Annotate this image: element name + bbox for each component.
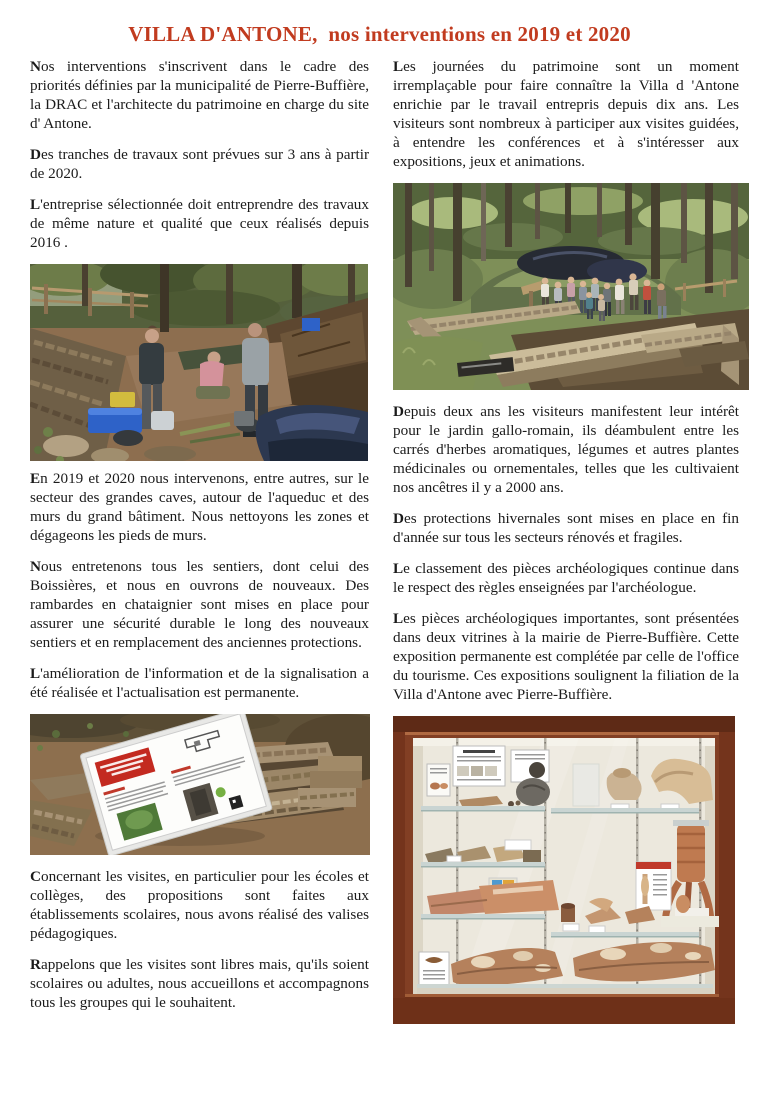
paragraph-lead-capital: D: [393, 403, 404, 420]
excavation-photo-illustration: [30, 264, 368, 461]
paragraph: Nos interventions s'inscrivent dans le cadre des priorités définies par la municipalité de Pierre-Buffière, la DRAC et l'architecte du patrimoine en charge du site d' Antone.: [30, 58, 369, 132]
paragraph: Les pièces archéologiques importantes, sont présentées dans deux vitrines à la mairie de Pierre-Buffière. Cette exposition permanente est complétée par celle de l'office du tourisme. Ces expositions soulignent la filiation de la Villa d'Antone avec Pierre-Buffière.: [393, 610, 739, 703]
paragraph-lead-capital: D: [30, 146, 41, 163]
left-text-block-2: [30, 469, 369, 702]
paragraph: L'amélioration de l'information et de la signalisation a été réalisée et l'actualisation est permanente.: [30, 665, 369, 701]
paragraph: Le classement des pièces archéologiques continue dans le respect des règles enseignées par l'archéologue.: [393, 560, 739, 596]
photo-ruins-sign-figure: [30, 714, 369, 855]
document-page: [0, 22, 759, 1102]
ruins-sign-photo-illustration: [30, 714, 370, 855]
display-case-photo-illustration: [393, 716, 735, 1024]
left-column: [30, 57, 369, 1024]
two-column-layout: [0, 57, 759, 1024]
left-text-block-1: [30, 57, 369, 252]
paragraph: Concernant les visites, en particulier pour les écoles et collèges, des propositions sont faites aux établissements scolaires, nous avons réalisé des valises pédagogiques.: [30, 868, 369, 942]
right-text-block-2: [393, 402, 739, 704]
photo-visitors-figure: [393, 183, 739, 390]
paragraph-lead-capital: L: [393, 560, 404, 577]
paragraph: Les journées du patrimoine sont un moment irremplaçable pour faire connaître la Villa d 'Antone enrichie par le travail entrepris depuis dix ans. Les visiteurs sont nombreux à participer aux visites guidées, à entendre les conférences et à s'intéresser aux expositions, jeux et animations.: [393, 58, 739, 170]
paragraph-lead-capital: L: [393, 58, 404, 75]
paragraph-lead-capital: N: [30, 558, 41, 575]
paragraph-lead-capital: L: [30, 665, 41, 682]
paragraph-lead-capital: C: [30, 868, 41, 885]
paragraph: L'entreprise sélectionnée doit entreprendre des travaux de même nature et qualité que ceux réalisés depuis 2016 .: [30, 196, 369, 251]
paragraph: Des tranches de travaux sont prévues sur 3 ans à partir de 2020.: [30, 146, 369, 182]
visitors-photo-illustration: [393, 183, 749, 390]
paragraph-lead-capital: D: [393, 510, 404, 527]
right-column: [393, 57, 739, 1024]
paragraph-lead-capital: E: [30, 470, 41, 487]
right-text-block-1: [393, 57, 739, 171]
left-text-block-3: [30, 867, 369, 1012]
paragraph-lead-capital: L: [393, 610, 404, 627]
paragraph: Depuis deux ans les visiteurs manifestent leur intérêt pour le jardin gallo-romain, ils déambulent entre les carrés d'herbes aromatiques, légumes et autres plantes médicinales ou ornementales, telles que les cultivaient nos ancêtres il y a 2000 ans.: [393, 403, 739, 496]
paragraph-lead-capital: L: [30, 196, 41, 213]
paragraph: En 2019 et 2020 nous intervenons, entre autres, sur le secteur des grandes caves, autour de l'aqueduc et des murs du grand bâtiment. Nous nettoyons les zones et dégageons les pieds de murs.: [30, 470, 369, 544]
page-title: VILLA D'ANTONE, nos interventions en 2019 et 2020: [128, 22, 631, 46]
photo-display-case-figure: [393, 716, 739, 1024]
paragraph: Nous entretenons tous les sentiers, dont celui des Boissières, et nous en ouvrons de nouveaux. Des rambardes en chataignier sont mises en place pour assurer une sécurité durable le long des nouveaux sentiers et en remplacement des anciennes protections.: [30, 558, 369, 651]
paragraph-lead-capital: N: [30, 58, 41, 75]
paragraph-lead-capital: R: [30, 956, 41, 973]
paragraph: Des protections hivernales sont mises en place en fin d'année sur tous les secteurs rénovés et fragiles.: [393, 510, 739, 546]
photo-excavation-figure: [30, 264, 369, 461]
paragraph: Rappelons que les visites sont libres mais, qu'ils soient scolaires ou adultes, nous accueillons et accompagnons tous les groupes qui le souhaitent.: [30, 956, 369, 1011]
